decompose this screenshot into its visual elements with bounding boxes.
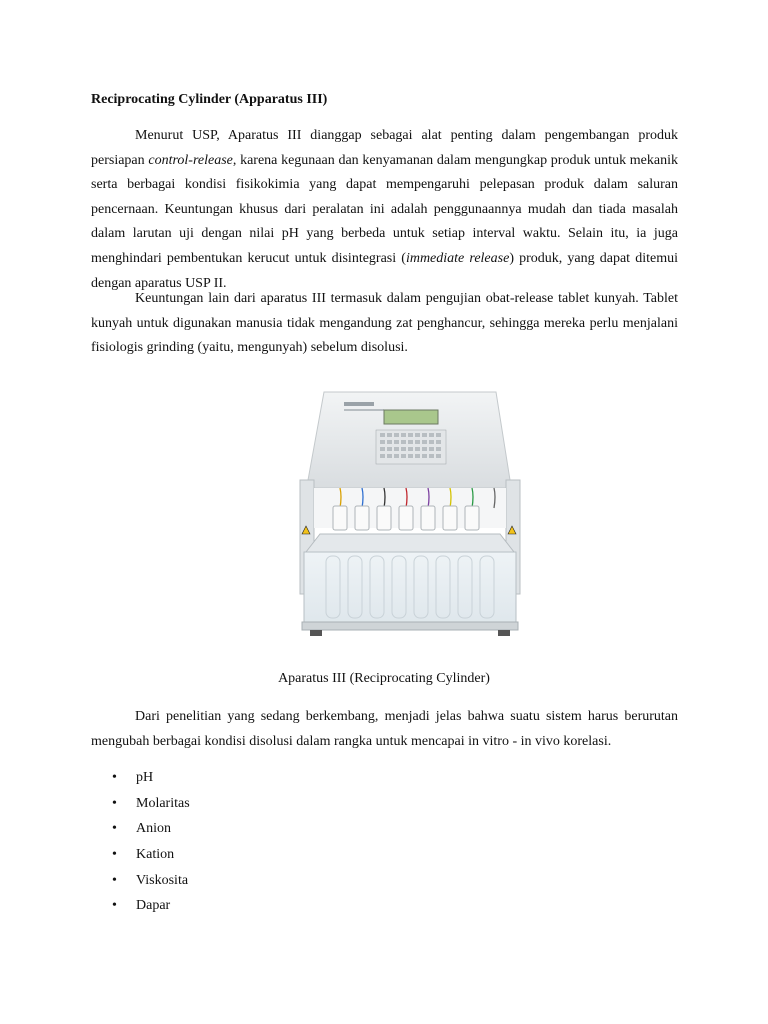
bullet-icon: • [112,821,117,837]
bullet-icon: • [112,898,117,914]
figure-caption: Aparatus III (Reciprocating Cylinder) [278,671,490,686]
list-item-label: Viskosita [136,872,189,888]
paragraph-3: Dari penelitian yang sedang berkembang, menjadi jelas bahwa suatu sistem harus berurutan mengubah berbagai kondisi disolusi dalam rangka untuk mencapai in vitro - in vivo korelasi. [91,709,678,749]
list-item-label: Dapar [136,898,171,914]
list-item-label: Molaritas [136,795,190,811]
apparatus-figure [296,384,524,640]
list-item-label: pH [136,770,154,785]
paragraph-1-text-c: , karena kegunaan dan kenyamanan dalam mengungkap produk untuk mekanik serta berbagai kondisi fisikokimia yang dapat mempengaruhi pelepasan produk dalam saluran pencernaan. Keuntungan khusus dari peralatan ini adalah penggunaannya mudah dan tiada masalah dalam larutan uji dengan nilai pH yang berbeda untuk setiap interval waktu. Selain itu, ia juga menghindari pembentukan kerucut untuk disintegrasi ( [91,152,678,266]
paragraph-1-text-a: Menurut USP, Aparatus III dianggap sebagai alat penting dalam pengembangan produk persiapan [91,128,678,168]
paragraph-1-italic-term-1: control-release [148,152,233,168]
list-item-label: Anion [136,821,171,837]
bullet-icon: • [112,872,117,888]
bullet-icon: • [112,795,117,811]
dissolution-apparatus-photo [296,384,524,640]
paragraph-2: Keuntungan lain dari aparatus III termasuk dalam pengujian obat-release tablet kunyah. Tablet kunyah untuk digunakan manusia tidak mengandung zat penghancur, sehingga mereka perlu menjalani fisiologis grinding (yaitu, mengunyah) sebelum disolusi. [91,291,678,356]
bullet-icon: • [112,847,117,863]
list-item-label: Kation [136,847,175,863]
paragraph-1-italic-term-2: immediate release [405,250,510,266]
paragraph-1 [91,124,678,296]
bullet-icon: • [112,770,117,785]
paragraph-1-text-e: ) produk, yang dapat ditemui dengan aparatus USP II. [91,250,678,291]
section-heading: Reciprocating Cylinder (Apparatus III) [91,92,328,107]
